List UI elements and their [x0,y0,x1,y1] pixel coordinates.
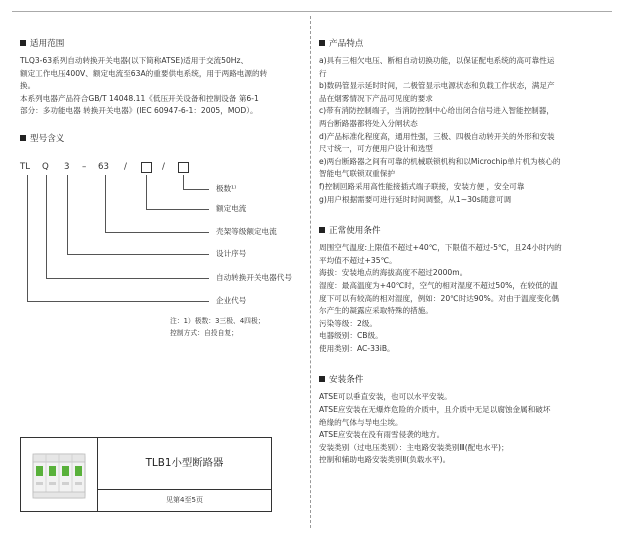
left-column [20,38,302,341]
install-heading: 安装条件 [319,374,609,386]
condition-line: 海拔：安装地点的海拔高度不超过2000m。 [319,268,468,278]
code-63: 63 [98,161,109,172]
label-rated-current: 额定电流 [216,203,247,213]
feature-line: d)产品标准化程度高，通用性强，三极、四极自动转开关的外形和安装 [319,131,555,141]
install-line: 绝缘的气体与导电尘埃。 [319,417,403,427]
feature-line: 尺寸统一，可方便用户设计和选型 [319,144,433,154]
bullet-square-icon [319,40,325,46]
model-diagram [20,161,310,341]
label-design-no: 设计序号 [216,248,247,258]
label-atse-code: 自动转换开关电器代号 [216,272,292,282]
card-title: TLB1小型断路器 [98,438,271,490]
condition-line: 使用类别：AC-33iB。 [319,343,395,353]
feature-line: e)两台断路器之间有可靠的机械联锁机构和以Microchip单片机为核心的 [319,156,561,166]
bullet-square-icon [20,135,26,141]
condition-line: 电器级别：CB级。 [319,331,383,341]
install-line: ATSE可以垂直安装，也可以水平安装。 [319,392,452,402]
condition-line: 度下可以有较高的相对湿度，例如：20℃时达90%。对由于温度变化偶 [319,293,560,303]
feature-line: c)带有消防控制端子，当消防控制中心给出闭合信号进入智能控制器， [319,106,554,116]
condition-line: 平均值不超过+35℃。 [319,255,397,265]
connector-line [183,189,209,190]
code-3: 3 [64,161,70,172]
note-line: 控制方式：自投自复； [170,328,238,337]
feature-line: f)控制回路采用高性能接插式端子联接，安装方便 ，安全可靠 [319,181,525,191]
connector-line [27,301,209,302]
feature-line: a)具有三相欠电压、断相自动切换功能，以保证配电系统的高可靠性运 [319,56,555,65]
note-line: 注：1）极数：3三极、4四极； [170,316,265,325]
feature-line: 两台断路器都将处入分闸状态 [319,118,418,128]
code-slash: / [124,161,127,172]
connector-line [27,175,28,301]
feature-line: b)数码管显示延时时间，二极管显示电源状态和负载工作状态，满足产 [319,81,555,91]
conditions-heading: 正常使用条件 [319,225,609,237]
connector-line [46,278,209,279]
label-poles: 极数¹⁾ [216,183,237,193]
condition-line: 污染等级：2级。 [319,318,377,328]
code-q: Q [42,161,49,172]
code-box-poles [178,162,189,173]
condition-line: 湿度：最高温度为+40℃时，空气的相对湿度不超过50%，在较低的温 [319,280,558,290]
feature-line: 智能电气联锁双重保护 [319,169,395,179]
install-line: 控制和辅助电路安装类别Ⅱ(负载水平)。 [319,455,451,465]
connector-line [67,254,209,255]
scope-line: 额定工作电压400V、额定电流至63A的重要供电系统，用于两路电源的转 [20,68,268,78]
connector-line [46,175,47,278]
code-dash: – [82,161,87,172]
scope-line: 本系列电器产品符合GB/T 14048.11《低压开关设备和控制设备 第6-1 [20,93,259,103]
label-frame-current: 壳架等级额定电流 [216,226,277,236]
install-line: ATSE应安装在没有雨雪侵袭的地方。 [319,430,445,440]
scope-line: 换。 [20,81,36,91]
code-tl: TL [20,161,31,172]
connector-line [67,175,68,254]
model-heading: 型号含义 [20,133,302,145]
connector-line [105,175,106,232]
right-column [319,38,609,467]
bullet-square-icon [319,376,325,382]
condition-line: 尔产生的凝露应采取特殊的措施。 [319,306,433,316]
condition-line: 周围空气温度:上限值不超过+40℃，下限值不超过-5℃，且24小时内的 [319,243,562,253]
connector-line [183,175,184,189]
scope-line: 部分：多功能电器 转换开关电器》(IEC 60947-6-1：2005，MOD）。 [20,106,258,116]
install-line: 安装类别（过电压类别）：主电路安装类别Ⅲ(配电水平)； [319,442,509,452]
connector-line [146,175,147,209]
connector-line [146,209,209,210]
bullet-square-icon [319,227,325,233]
label-company-code: 企业代号 [216,295,247,305]
bullet-square-icon [20,40,26,46]
code-box-current [141,162,152,173]
breaker-image [21,438,98,511]
product-card[interactable] [20,437,272,512]
features-heading: 产品特点 [319,38,609,50]
feature-line: g)用户根据需要可进行延时时间调整，从1~30s随意可调 [319,194,512,204]
breaker-icon [21,438,97,511]
connector-line [105,232,209,233]
scope-line: TLQ3-63系列自动转换开关电器(以下简称ATSE)适用于交流50Hz、 [20,56,249,65]
top-rule [12,11,612,12]
scope-heading: 适用范围 [20,38,302,50]
feature-line: 品在烟雾情况下产品可见度的要求 [319,93,433,103]
feature-line: 行 [319,68,327,78]
code-slash: / [162,161,165,172]
column-divider [310,16,311,528]
card-page-ref[interactable]: 见第4至5页 [166,496,203,504]
install-line: ATSE应安装在无爆炸危险的介质中，且介质中无足以腐蚀金属和破坏 [319,405,551,415]
